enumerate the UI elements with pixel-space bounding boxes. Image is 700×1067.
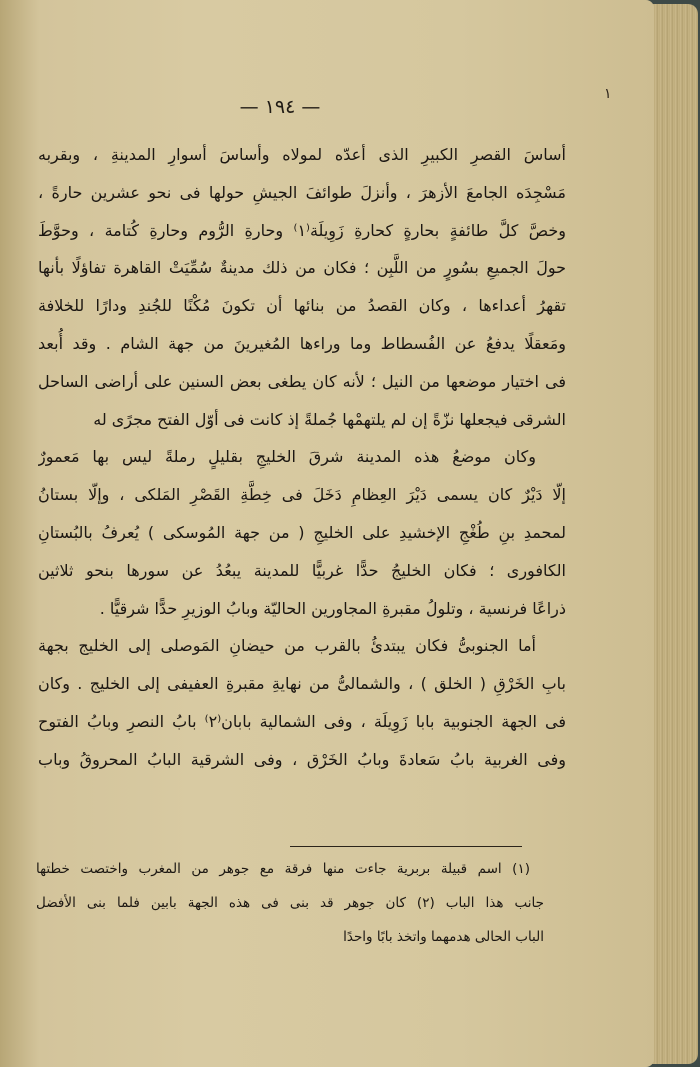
text-line: مَسْجِدَه الجامعَ الأزهرَ ، وأنزلَ طوائفَ الجيشِ حولها فى نحو عشرين حارةً ، — [38, 182, 566, 202]
text-line: فى اختيار موضعها من النيل ؛ لأنه كان يطغى بعض السنين على أراضى الساحل — [38, 371, 566, 391]
text-line: أساسَ القصرِ الكبيرِ الذى أعدّه لمولاه وأساسَ أسوارِ المدينةِ ، وبقربه — [38, 145, 566, 164]
text-line: لمحمدِ بنِ طُغْجِ الإخشيدِ على الخليجِ ( من جهة المُوسكى ) يُعرفُ بالبُستانِ — [38, 522, 566, 542]
footnotes — [36, 852, 544, 954]
page-number: — ١٩٤ — — [239, 96, 321, 118]
footnote-line: (١) اسم قبيلة بربرية جاءت منها فرقة مع جوهر من المغرب واختصت خطتها — [36, 861, 530, 877]
main-text — [38, 136, 566, 779]
text-line: وخصَّ كلَّ طائفةٍ بحارةٍ كحارةِ زَوِيلَة⁽١⁾ وحارةِ الرُّوم وحارةِ كُتامة ، وحوَّطَ — [38, 220, 566, 240]
text-line: بابِ الخَرْقِ ( الخلق ) ، والشمالىُّ من نهايةِ مقبرةِ العفيفى إلى الخليج . وكان — [38, 674, 566, 694]
text-line: وفى الغربية بابُ سَعادةَ وبابُ الخَرْق ، وفى الشرقية البابُ المحروقُ وباب — [38, 749, 566, 769]
text-line: وكان موضعُ هذه المدينة شرقَ الخليجِ بقليلٍ رملةً ليس بها مَعمورٌ — [38, 447, 536, 467]
text-line: ذراعًا فرنسية ، وتلولُ مقبرةِ المجاورين الحاليّة وبابُ الوزيرِ حدًّا شرقيًّا . — [99, 598, 566, 618]
text-line: إلّا دَيْرٌ كان يسمى دَيْرَ العِظامِ دَخَلَ فى خِطَّةِ القَصْرِ المَلكى ، وإلّا بستانُ — [38, 485, 566, 505]
page-corner-marker: ١ — [604, 86, 612, 102]
text-line: أما الجنوبىُّ فكان يبتدئُ بالقرب من حيضانِ المَوصلى إلى الخليج بجهة — [38, 636, 536, 656]
text-line: ومَعقلًا يدفعُ عن الفُسطاط وما وراءها المُغيرينَ من جهة الشام . وقد أُبعد — [38, 333, 566, 353]
footnote-line: جانب هذا الباب (٢) كان جوهر قد بنى فى هذه الجهة بابين فلما بنى الأفضل — [36, 895, 544, 911]
footnote-line: الباب الحالى هدمهما واتخذ بابًا واحدًا — [343, 929, 544, 945]
text-line: حولَ الجميعِ بسُورٍ من اللَّبِن ؛ فكان من ذلك مدينةٌ سُمِّيَتْ القاهرة تفاؤلًا بأنها — [38, 258, 566, 278]
text-line: تقهرُ أعداءها ، وكان القصدُ من بنائها أن تكونَ مُكْنًا للجُندِ ودارًا للخلافة — [38, 296, 566, 316]
text-line: فى الجهة الجنوبية بابا زَوِيلَة ، وفى الشمالية بابان⁽٢⁾ بابُ النصرِ وبابُ الفتوح — [38, 711, 566, 731]
text-line: الشرقى فيجعلها نزّةً إن لم يلتهمْها جُملةً إذ كانت فى أوّل الفتح مجرًى له — [93, 409, 566, 429]
footnote-divider — [290, 846, 522, 847]
text-line: الكافورى ؛ فكان الخليجُ حدًّا غربيًّا للمدينة يبعُدُ عن سورها بنحو ثلاثين — [38, 560, 566, 580]
